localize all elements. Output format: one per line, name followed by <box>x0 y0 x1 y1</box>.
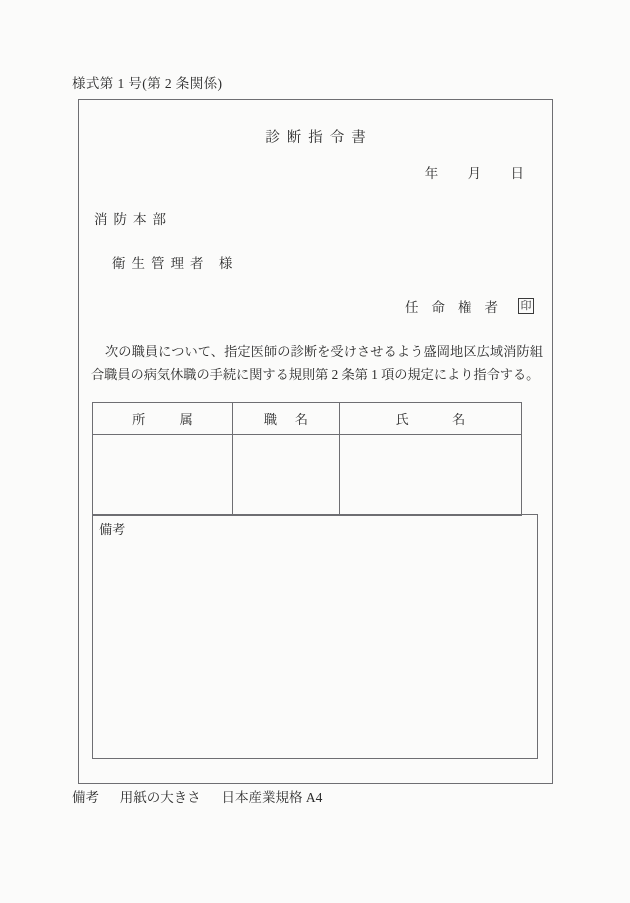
seal-stamp-icon: 印 <box>518 298 534 314</box>
footer-note-item: 用紙の大きさ <box>119 790 201 805</box>
date-year-label: 年 <box>424 166 439 181</box>
column-header-job-title-char-1: 職 <box>263 412 278 427</box>
body-paragraph: 次の職員について、指定医師の診断を受けさせるよう盛岡地区広域消防組合職員の病気休職の手続に関する規則第 2 条第 1 項の規定により指令する。 <box>91 344 543 382</box>
remarks-box[interactable] <box>92 514 538 759</box>
column-header-job-title-char-2: 名 <box>294 412 309 427</box>
date-day-label: 日 <box>510 166 524 181</box>
person-table <box>92 402 522 516</box>
issuer-label: 任命権者 <box>405 300 511 315</box>
page-title: 診断指令書 <box>265 130 373 146</box>
column-header-affiliation-char-2: 属 <box>179 412 193 427</box>
table-row <box>93 435 522 516</box>
addressee-organization: 消防本部 <box>94 212 172 227</box>
date-month-label: 月 <box>467 166 482 181</box>
remarks-label: 備考 <box>99 522 126 537</box>
column-header-name <box>340 403 522 435</box>
table-header-row <box>93 403 522 435</box>
cell-name[interactable] <box>340 435 522 516</box>
issuer-line <box>392 296 534 316</box>
cell-job-title[interactable] <box>233 435 340 516</box>
column-header-job-title <box>233 403 340 435</box>
column-header-affiliation <box>93 403 233 435</box>
form-number: 様式第 1 号(第 2 条関係) <box>72 76 223 91</box>
column-header-name-char-2: 名 <box>452 412 466 427</box>
footer-note-label: 備考 <box>72 790 99 805</box>
column-header-name-char-1: 氏 <box>395 412 409 427</box>
cell-affiliation[interactable] <box>93 435 233 516</box>
footer-note <box>72 786 322 806</box>
document-frame <box>78 99 553 784</box>
date-line <box>425 162 524 182</box>
column-header-affiliation-char-1: 所 <box>132 412 146 427</box>
addressee-person: 衛生管理者 様 <box>112 256 239 271</box>
footer-note-value: 日本産業規格 A4 <box>221 790 323 805</box>
